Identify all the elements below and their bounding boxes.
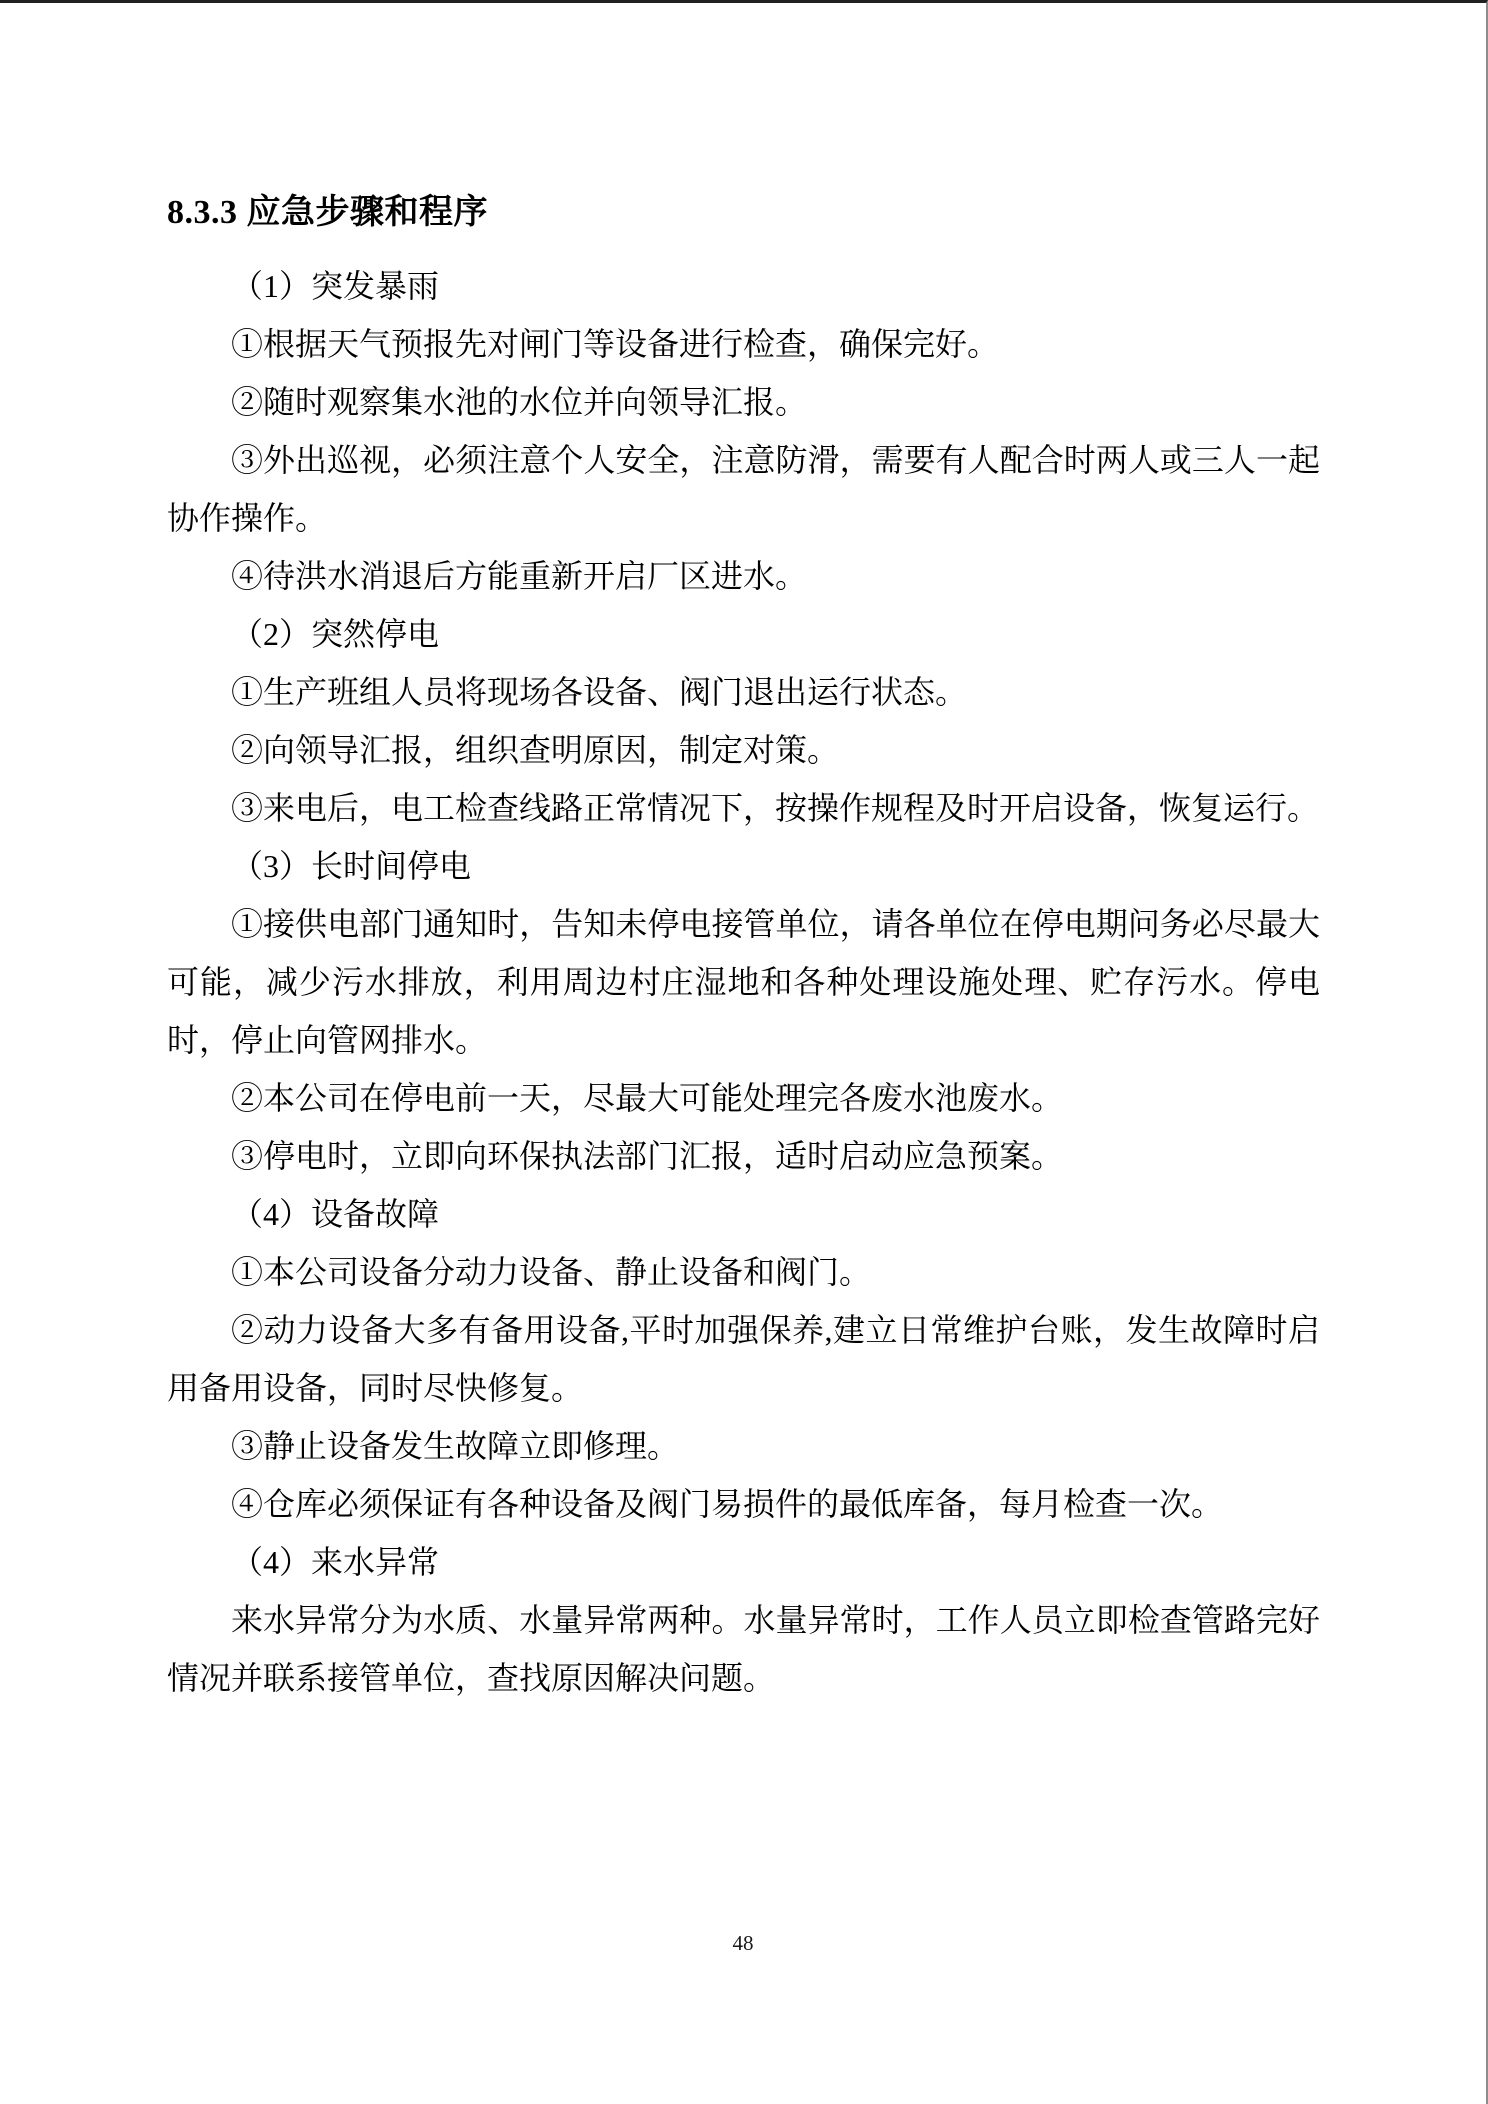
paragraph: （1）突发暴雨 [231,268,440,304]
paragraph: （2）突然停电 [231,616,440,652]
paragraph: ①本公司设备分动力设备、静止设备和阀门。 [231,1254,872,1290]
paragraph: ④仓库必须保证有各种设备及阀门易损件的最低库备，每月检查一次。 [231,1486,1224,1522]
paragraph: ②随时观察集水池的水位并向领导汇报。 [231,384,808,420]
paragraph: ①生产班组人员将现场各设备、阀门退出运行状态。 [231,674,968,710]
paragraph: ②向领导汇报，组织查明原因，制定对策。 [231,732,840,768]
paragraph: （4）设备故障 [231,1196,440,1232]
paragraph: ①根据天气预报先对闸门等设备进行检查，确保完好。 [231,326,1000,362]
page-number: 48 [732,1931,754,1955]
paragraph: ①接供电部门通知时，告知未停电接管单位，请各单位在停电期问务必尽最大可能，减少污水排放，利用周边村庄湿地和各种处理设施处理、贮存污水。停电时，停止向管网排水。 [167,906,1320,1058]
paragraph: ③静止设备发生故障立即修理。 [231,1428,680,1464]
paragraph: ②动力设备大多有备用设备,平时加强保养,建立日常维护台账，发生故障时启用备用设备，同时尽快修复。 [167,1312,1320,1406]
paragraph: ③外出巡视，必须注意个人安全，注意防滑，需要有人配合时两人或三人一起协作操作。 [167,442,1320,536]
paragraph: ③停电时，立即向环保执法部门汇报，适时启动应急预案。 [231,1138,1064,1174]
section-heading: 8.3.3 应急步骤和程序 [167,194,488,231]
paragraph: 来水异常分为水质、水量异常两种。水量异常时，工作人员立即检查管路完好情况并联系接管单位，查找原因解决问题。 [167,1602,1320,1696]
paragraph: （4）来水异常 [231,1544,440,1580]
paragraph: ②本公司在停电前一天，尽最大可能处理完各废水池废水。 [231,1080,1064,1116]
paragraph: ④待洪水消退后方能重新开启厂区进水。 [231,558,808,594]
paragraph: ③来电后，电工检查线路正常情况下，按操作规程及时开启设备，恢复运行。 [231,790,1320,826]
document-body [0,3,1486,1707]
paragraph: （3）长时间停电 [231,848,472,884]
